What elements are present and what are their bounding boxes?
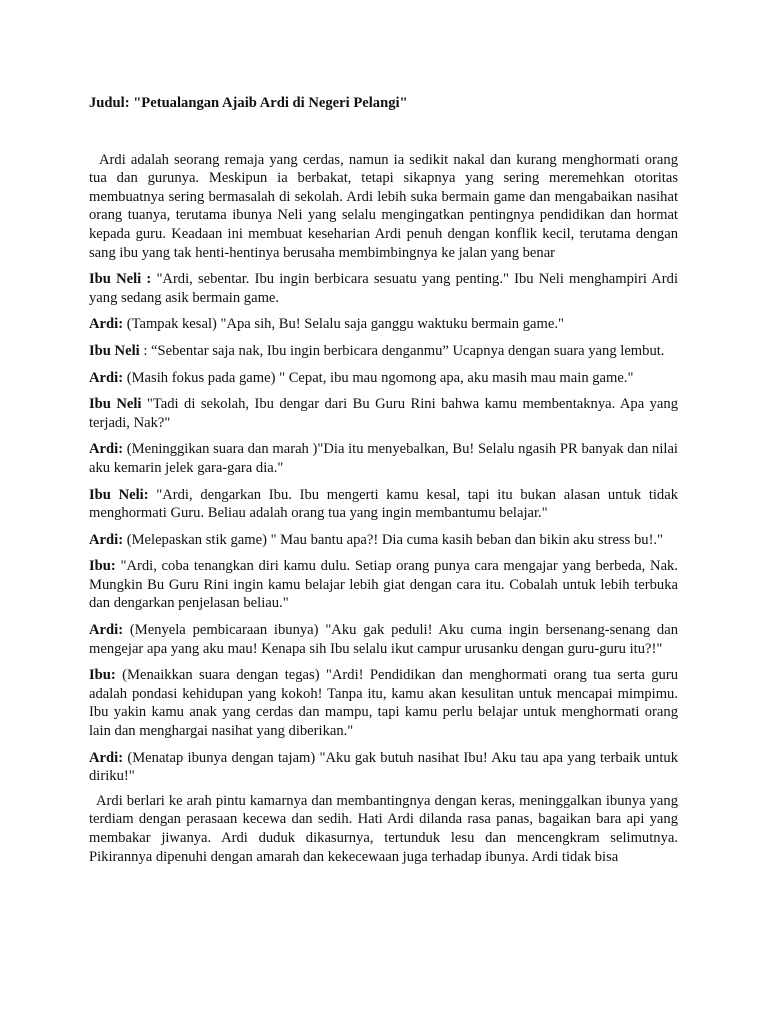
speaker-name: Ardi: — [89, 622, 124, 639]
dialogue-line — [89, 531, 678, 550]
dialogue-line — [89, 621, 678, 658]
dialogue-text: (Meninggikan suara dan marah )"Dia itu menyebalkan, Bu! Selalu ngasih PR banyak dan nilai aku kemarin jelek gara-gara dia." — [89, 441, 678, 476]
speaker-name: Ibu Neli — [89, 342, 140, 359]
dialogue-text: "Tadi di sekolah, Ibu dengar dari Bu Guru Rini bahwa kamu membentaknya. Apa yang terjadi, Nak?" — [89, 396, 679, 431]
dialogue-line — [89, 557, 678, 613]
dialogue-text: (Tampak kesal) "Apa sih, Bu! Selalu saja ganggu waktuku bermain game." — [123, 316, 564, 333]
dialogue-line — [89, 270, 678, 307]
dialogue-text: : “Sebentar saja nak, Ibu ingin berbicara denganmu” Ucapnya dengan suara yang lembut. — [139, 342, 665, 359]
dialogue-line — [89, 486, 678, 523]
dialogue-text: (Melepaskan stik game) " Mau bantu apa?! Dia cuma kasih beban dan bikin aku stress bu!." — [123, 531, 664, 548]
speaker-name: Ibu: — [89, 667, 116, 684]
story-title: Judul: "Petualangan Ajaib Ardi di Negeri Pelangi" — [89, 95, 408, 111]
dialogue-line — [89, 315, 678, 334]
dialogue-line — [89, 369, 678, 388]
dialogue-line — [89, 342, 678, 361]
speaker-name: Ibu: — [89, 558, 116, 575]
dialogue-line — [89, 395, 678, 432]
speaker-name: Ibu Neli : — [89, 271, 152, 288]
dialogue-text: "Ardi, sebentar. Ibu ingin berbicara sesuatu yang penting." Ibu Neli menghampiri Ardi yang sedang asik bermain game. — [89, 271, 678, 306]
dialogue-text: "Ardi, dengarkan Ibu. Ibu mengerti kamu kesal, tapi itu bukan alasan untuk tidak menghormati Guru. Beliau adalah orang tua yang ingin membantumu belajar." — [89, 486, 678, 522]
dialogue-text: (Menaikkan suara dengan tegas) "Ardi! Pendidikan dan menghormati orang tua serta guru adalah pondasi kehidupan yang kokoh! Tanpa itu, kamu akan kesulitan untuk mencapai mimpimu. Ibu yakin kamu anak yang cerdas dan mampu, tapi kamu perlu belajar untuk menghormati orang lain dan menghargai nasihat yang diberikan." — [89, 667, 678, 740]
dialogue-line — [89, 440, 678, 477]
dialogue-text: "Ardi, coba tenangkan diri kamu dulu. Setiap orang punya cara mengajar yang berbeda, Nak. Mungkin Bu Guru Rini ingin kamu belajar lebih giat dengan cara itu. Cobalah untuk lebih terbuka dan dengarkan penjelasan beliau." — [89, 558, 678, 612]
closing-paragraph: Ardi berlari ke arah pintu kamarnya dan membantingnya dengan keras, meninggalkan ibunya yang terdiam dengan perasaan kecewa dan sedih. Hati Ardi dilanda rasa panas, bagaikan bara api yang membakar jiwanya. Ardi duduk dikasurnya, tertunduk lesu dan mencengkram selimutnya. Pikirannya dipenuhi dengan amarah dan kekecewaan juga terhadap ibunya. Ardi tidak bisa — [89, 792, 678, 865]
speaker-name: Ardi: — [89, 369, 124, 386]
dialogue-text: (Menatap ibunya dengan tajam) "Aku gak butuh nasihat Ibu! Aku tau apa yang terbaik untuk diriku!" — [89, 749, 678, 785]
speaker-name: Ardi: — [89, 441, 124, 458]
speaker-name: Ardi: — [89, 749, 124, 766]
document-body — [89, 94, 678, 866]
speaker-name: Ibu Neli — [89, 396, 142, 413]
speaker-name: Ibu Neli: — [89, 486, 149, 503]
speaker-name: Ardi: — [89, 531, 124, 548]
speaker-name: Ardi: — [89, 316, 124, 333]
dialogue-line — [89, 666, 678, 740]
intro-paragraph: Ardi adalah seorang remaja yang cerdas, namun ia sedikit nakal dan kurang menghormati orang tua dan gurunya. Meskipun ia berbakat, tetapi sikapnya yang sering meremehkan otoritas membuatnya sering bermasalah di sekolah. Ardi lebih suka bermain game dan mengabaikan nasihat orang tuanya, terutama ibunya Neli yang selalu mengingatkan pentingnya pendidikan dan hormat kepada guru. Keadaan ini membuat keseharian Ardi penuh dengan konflik kecil, terutama dengan sang ibu yang tak henti-hentinya berusaha membimbingnya ke jalan yang benar — [89, 151, 678, 261]
dialogue-text: (Masih fokus pada game) " Cepat, ibu mau ngomong apa, aku masih mau main game." — [123, 369, 634, 386]
dialogue-text: (Menyela pembicaraan ibunya) "Aku gak peduli! Aku cuma ingin bersenang-senang dan mengejar apa yang aku mau! Kenapa sih Ibu selalu ikut campur urusanku dengan guru-guru itu?!" — [89, 622, 678, 657]
dialogue-line — [89, 749, 678, 786]
